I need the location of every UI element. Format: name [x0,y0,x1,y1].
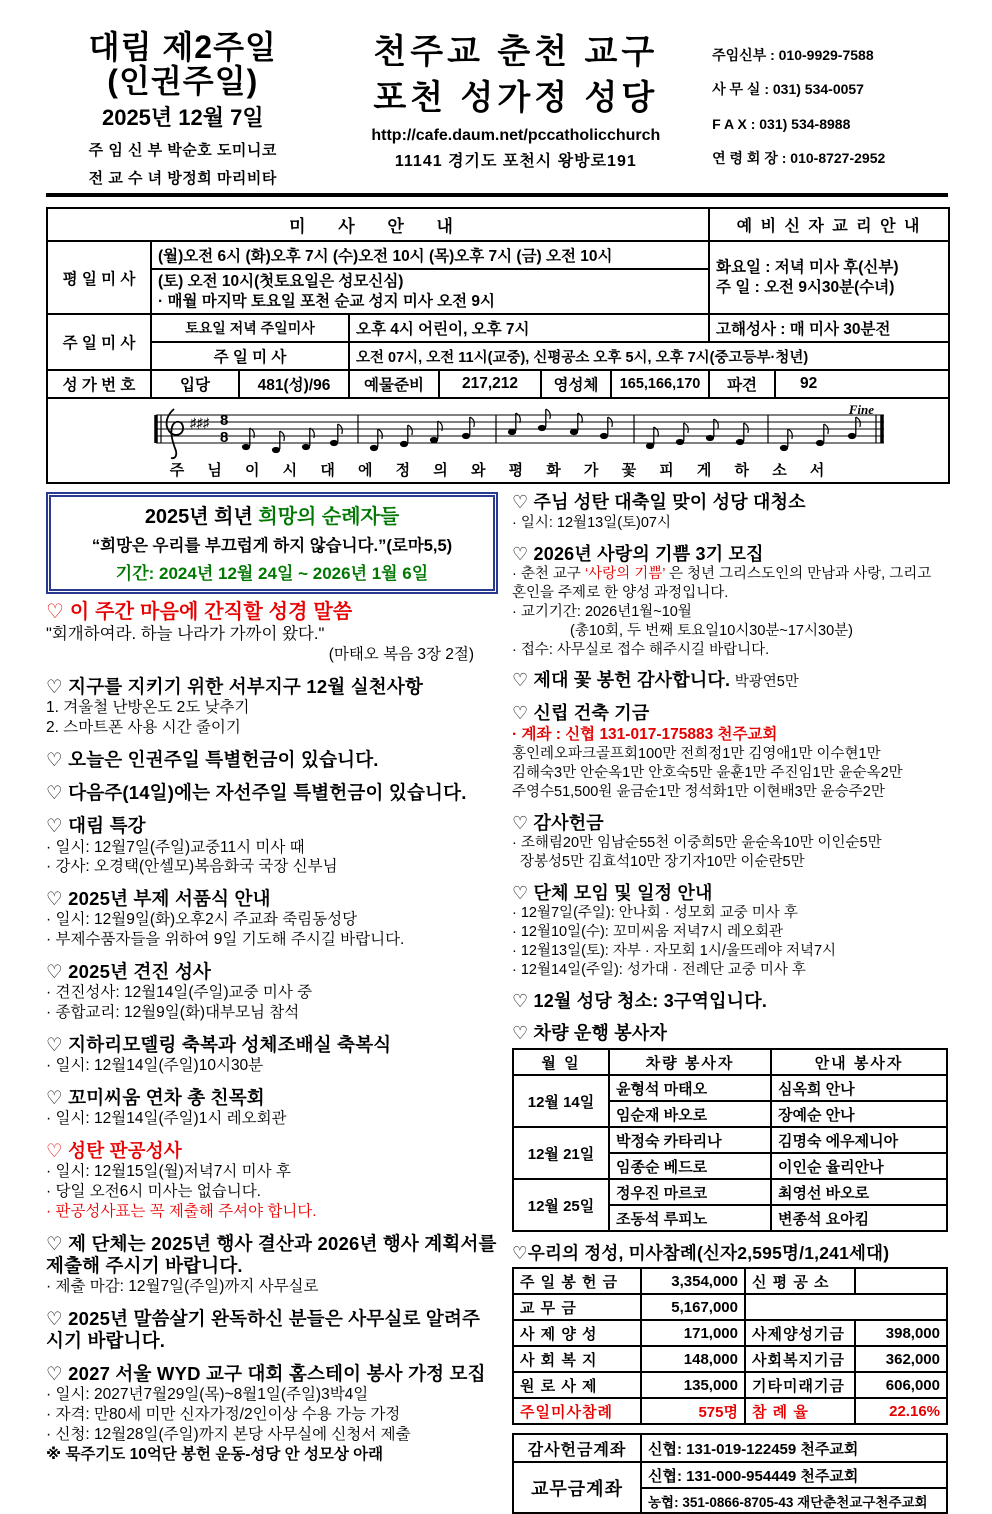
section-wyd-homestay [46,1363,498,1465]
col-header-guide: 안내 봉사자 [771,1049,947,1075]
hymn-entrance-label: 입당 [151,370,239,398]
tithe-account-number-2: 농협: 351-0866-8705-43 재단춘천교구천주교회 [641,1488,947,1513]
section-advent-lecture [46,815,498,877]
offering-amount [855,1268,947,1294]
time-signature-top: 8 [220,412,229,430]
section-line: · 일시: 12월7일(주일)교중11시 미사 때 [46,838,305,856]
diocese-name: 천주교 춘천 교구 [373,33,659,71]
saturday-vigil-label: 토요일 저녁 주일미사 [151,314,349,342]
jubilee-period: 기간: 2024년 12월 24일 ~ 2026년 1월 6일 [115,564,429,584]
table-row [513,1294,947,1320]
vehicle-guide: 최영선 바오로 [771,1179,947,1205]
saturday-mass-line1: (토) 오전 10시(첫토요일은 성모신심) [158,273,404,291]
offering-label: 신 평 공 소 [745,1268,855,1294]
flower-donor: 박광연5만 [734,674,799,691]
table-row [513,1462,947,1488]
attendance-rate-label: 참 례 율 [745,1398,855,1424]
donor-line: 홍인레오파크골프회100만 전희정1만 김영애1만 이수현1만 [512,746,881,763]
meeting-line: · 12월7일(주일): 안나회 · 성모회 교중 미사 후 [512,905,798,922]
contact-office-phone: 사 무 실 : 031) 534-0057 [712,81,864,98]
right-column [512,492,948,1514]
section-remodeling-blessing [46,1034,498,1076]
vehicle-date: 12월 14일 [513,1075,609,1127]
header [46,30,948,188]
music-score-cell [47,398,949,483]
section-bible-reading [46,1308,498,1352]
section-line: 2. 스마트폰 사용 시간 줄이기 [46,719,241,737]
section-comissium-gathering [46,1087,498,1129]
offering-label: 사 회 복 지 [513,1346,641,1372]
score-row [47,398,949,483]
treble-clef-icon [167,409,184,458]
section-title: ♡ 제대 꽃 봉헌 감사합니다. [512,670,731,691]
section-altar-flowers [512,670,948,692]
rosary-campaign-line: ※ 묵주기도 10억단 봉헌 운동-성당 안 성모상 아래 [46,1445,384,1463]
jubilee-title-green: 희망의 순례자들 [258,506,400,529]
vehicle-guide: 심옥희 안나 [771,1075,947,1101]
section-line: · 종합교리: 12월9일(화)대부모님 참석 [46,1004,300,1022]
section-line: · 신청: 12월28일(주일)까지 본당 사무실에 신청서 제출 [46,1426,411,1444]
section-december-practice [46,676,498,738]
section-title: ♡ 다음주(14일)에는 자선주일 특별헌금이 있습니다. [46,782,467,804]
section-line: · 일시: 12월14일(주일)10시30분 [46,1057,264,1075]
section-church-cleaning-day [512,492,948,532]
hymn-dismissal-value: 92 [775,370,949,398]
catechumen-guide-title: 예 비 신 자 교 리 안 내 [709,208,949,241]
table-row [513,1268,947,1294]
offering-amount: 398,000 [855,1320,947,1346]
bulletin-date: 2025년 12월 7일 [101,105,264,131]
attendance-count: 575명 [641,1398,745,1424]
section-line: · 일시: 12월15일(월)저녁7시 미사 후 [46,1163,291,1181]
vehicle-driver: 윤형석 마태오 [609,1075,771,1101]
section-title: ♡ 12월 성당 청소: 3구역입니다. [512,990,768,1011]
paragraph-text: 은 청년 그리스도인의 만남과 사랑, 그리고 혼인을 주제로 한 양성 과정입니다. [512,566,932,602]
hymn-offertory-label: 예물준비 [349,370,439,398]
section-deacon-ordination [46,888,498,950]
body-columns [46,492,948,1514]
parish-name: 포천 성가정 성당 [373,78,659,117]
offering-label: 사 제 양 성 [513,1320,641,1346]
thanksgiving-account-number: 신협: 131-019-122459 천주교회 [641,1434,947,1462]
section-group-reports [46,1233,498,1297]
key-signature-sharps: ♯♯♯ [190,415,210,431]
section-title: ♡ 이 주간 마음에 간직할 성경 말씀 [46,601,353,624]
hymn-communion-value: 165,166,170 [611,370,709,398]
saturday-vigil-times: 오후 4시 어린이, 오후 7시 [349,314,709,342]
section-title: ♡ 성탄 판공성사 [46,1139,182,1161]
hymn-number-label: 성 가 번 호 [47,370,151,398]
jubilee-quote: “희망은 우리를 부끄럽게 하지 않습니다.”(로마5,5) [91,537,453,556]
section-human-rights-collection [46,749,498,771]
thanksgiving-account-label: 감사헌금계좌 [513,1434,641,1462]
jubilee-box [46,492,498,594]
confession-info: 고해성사 : 매 미사 30분전 [709,314,949,342]
table-row [47,314,949,342]
tithe-account-number-1: 신협: 131-000-954449 천주교회 [641,1462,947,1488]
section-scripture [46,600,498,665]
time-signature-bottom: 8 [220,429,229,447]
section-line: · 제출 마감: 12월7일(주일)까지 사무실로 [46,1277,319,1295]
section-line: · 접수: 사무실로 접수 해주시길 바랍니다. [512,641,770,658]
table-row [513,1434,947,1462]
offering-label: 기타미래기금 [745,1372,855,1398]
table-row [513,1127,947,1153]
scripture-verse: "회개하여라. 하늘 나라가 가까이 왔다." [46,625,325,644]
table-row [513,1346,947,1372]
donor-line: 김해숙3만 안순옥1만 안호숙5만 윤훈1만 주진임1만 윤순옥2만 [512,764,903,781]
section-christmas-confession [46,1140,498,1222]
offering-amount: 606,000 [855,1372,947,1398]
table-row [47,241,949,269]
offering-label: 원 로 사 제 [513,1372,641,1398]
offering-amount: 135,000 [641,1372,745,1398]
vehicle-driver: 임종순 베드로 [609,1153,771,1179]
church-address: 11141 경기도 포천시 왕방로191 [394,152,637,170]
section-december-cleaning [512,991,948,1013]
offering-amount: 148,000 [641,1346,745,1372]
mass-attendance-row [513,1398,947,1424]
vehicle-guide: 이인순 율리안나 [771,1153,947,1179]
donor-line: 장봉성5만 김효석10만 장기자10만 이순란5만 [520,854,805,871]
offering-amount: 3,354,000 [641,1268,745,1294]
jubilee-title [57,500,487,529]
section-line: · 강사: 오경택(안셀모)복음화국 국장 신부님 [46,858,338,876]
tithe-account-label: 교무금계좌 [513,1462,641,1513]
saturday-mass-line2: · 매월 마지막 토요일 포천 순교 성지 미사 오전 9시 [158,292,496,310]
section-title: ♡ 단체 모임 및 일정 안내 [512,882,713,903]
offering-label: 주 일 봉 헌 금 [513,1268,641,1294]
section-title: ♡ 2025년 말씀살기 완독하신 분들은 사무실로 알려주시기 바랍니다. [46,1307,481,1351]
table-row [47,342,949,370]
offering-label: 교 무 금 [513,1294,641,1320]
section-line: · 당일 오전6시 미사는 없습니다. [46,1182,261,1200]
music-staff [68,403,928,461]
pastor-line: 주 임 신 부 박순호 도미니코 [88,142,277,160]
scripture-reference: (마태오 복음 3장 2절) [328,646,474,664]
contact-pastor-phone: 주임신부 : 010-9929-7588 [712,47,874,63]
section-line: · 일시: 12월13일(토)07시 [512,514,671,531]
section-title: ♡우리의 정성, 미사참례(신자2,595명/1,241세대) [512,1243,890,1264]
section-vehicle-volunteers [512,1023,948,1232]
offerings-table [512,1267,948,1425]
donor-line: · 조해림20만 임남순55천 이중희5만 윤순옥10만 이인순5만 [512,835,882,852]
header-contacts [712,30,948,175]
section-title: ♡ 제 단체는 2025년 행사 결산과 2026년 행사 계획서를 제출해 주시기 바랍니다. [46,1232,497,1276]
table-row [513,1372,947,1398]
hymn-lyrics: 주 님 이 시 대 에 정 의 와 평 화 가 꽃 피 게 하 소 서 [169,462,827,480]
section-thanksgiving-offering [512,813,948,872]
offering-amount: 362,000 [855,1346,947,1372]
section-title: ♡ 2025년 부제 서품식 안내 [46,888,271,910]
section-title: ♡ 대림 특강 [46,815,146,837]
section-line: 1. 겨울철 난방온도 2도 낮추기 [46,699,250,717]
offering-label: 사회복지기금 [745,1346,855,1372]
contact-chairman-phone: 연 령 회 장 : 010-8727-2952 [712,149,886,166]
hymn-offertory-value: 217,212 [439,370,541,398]
sister-line: 전 교 수 녀 방정희 마리비타 [88,170,277,188]
vehicle-driver: 정우진 마르코 [609,1179,771,1205]
attendance-label: 주일미사참례 [513,1398,641,1424]
table-row [513,1179,947,1205]
bulletin-title-line2: (인권주일) [107,63,259,100]
section-line: · 일시: 12월9일(화)오후2시 주교좌 죽림동성당 [46,911,358,929]
catechesis-tuesday: 화요일 : 저녁 미사 후(신부) [716,259,899,277]
sunday-mass-label: 주 일 미 사 [47,314,151,370]
left-column [46,492,498,1514]
vehicle-date: 12월 25일 [513,1179,609,1231]
vehicle-driver: 임순재 바오로 [609,1101,771,1127]
donor-line: 주영수51,500원 윤금순1만 정석화1만 이현배3만 윤승주2만 [512,783,885,800]
vehicle-driver: 조동석 루피노 [609,1205,771,1231]
hymn-entrance-value: 481(성)/96 [239,370,349,398]
table-row [47,208,949,241]
section-line: (총10회, 두 번째 토요일10시30분~17시30분) [570,622,853,639]
offering-label: 사제양성기금 [745,1320,855,1346]
section-title: ♡ 지하리모델링 축복과 성체조배실 축복식 [46,1033,392,1055]
vehicle-driver: 박정숙 카타리나 [609,1127,771,1153]
weekday-mass-label: 평 일 미 사 [47,241,151,314]
section-title: ♡ 주님 성탄 대축일 맞이 성당 대청소 [512,492,806,513]
sunday-label: 주 일 미 사 [151,342,349,370]
section-line: · 일시: 12월14일(주일)1시 레오회관 [46,1110,287,1128]
saturday-weekday-mass [151,269,709,314]
vehicle-guide: 김명숙 에우제니아 [771,1127,947,1153]
table-row [513,1075,947,1101]
offering-amount: 5,167,000 [641,1294,745,1320]
section-title: ♡ 신립 건축 기금 [512,703,650,724]
col-header-driver: 차량 봉사자 [609,1049,771,1075]
bank-accounts-table [512,1433,948,1514]
fund-account-line: · 계좌 : 신협 131-017-175883 천주교회 [512,725,778,743]
table-header-row [513,1049,947,1075]
section-confirmation [46,961,498,1023]
weekday-mass-times: (월)오전 6시 (화)오후 7시 (수)오전 10시 (목)오후 7시 (금) 오전 10시 [151,241,709,269]
paragraph-highlight: ‘사랑의 기쁨’ [584,566,666,583]
joy-of-love-paragraph [512,565,948,603]
meeting-line: · 12월13일(토): 자부 · 자모회 1시/울뜨레야 저녁7시 [512,943,837,960]
attendance-rate-value: 22.16% [855,1398,947,1424]
header-left [46,30,320,188]
offering-empty-cell [745,1294,947,1320]
col-header-date: 월 일 [513,1049,609,1075]
jubilee-title-black: 2025년 희년 [144,506,253,529]
hymn-dismissal-label: 파견 [709,370,775,398]
table-row [513,1320,947,1346]
mass-info-table [46,207,950,484]
fine-marking: Fine [848,402,875,418]
section-title: ♡ 오늘은 인권주일 특별헌금이 있습니다. [46,749,379,770]
section-group-meetings [512,883,948,980]
section-line: · 일시: 2027년7월29일(목)~8월1일(주일)3박4일 [46,1386,369,1404]
offering-amount: 171,000 [641,1320,745,1346]
section-building-fund [512,703,948,801]
section-title: ♡ 차량 운행 봉사자 [512,1023,668,1044]
section-offerings-summary [512,1243,948,1425]
bulletin-title-line1: 대림 제2주일 [88,29,277,65]
section-line: · 자격: 만80세 미만 신자가정/2인이상 수용 가능 가정 [46,1406,401,1424]
hymn-row [47,370,949,398]
mass-guide-title: 미 사 안 내 [47,208,709,241]
section-line: · 견진성사: 12월14일(주일)교중 미사 중 [46,984,313,1002]
vehicle-volunteer-table [512,1048,948,1232]
section-line: · 교기기간: 2026년1월~10월 [512,603,692,620]
meeting-line: · 12월10일(수): 꼬미씨움 저녁7시 레오회관 [512,924,784,941]
vehicle-date: 12월 21일 [513,1127,609,1179]
section-title: ♡ 2026년 사랑의 기쁨 3기 모집 [512,543,764,564]
section-line: · 판공성사표는 꼭 제출해 주셔야 합니다. [46,1202,317,1220]
sunday-times: 오전 07시, 오전 11시(교중), 신평공소 오후 5시, 오후 7시(중고등부·청년) [349,342,949,370]
paragraph-text: · 춘천 교구 [512,566,585,583]
section-title: ♡ 2025년 견진 성사 [46,961,212,983]
catechesis-sunday: 주 일 : 오전 9시30분(수녀) [716,278,895,296]
church-url: http://cafe.daum.net/pccatholicchurch [371,126,661,144]
section-line: · 부제수품자들을 위하여 9일 기도해 주시길 바랍니다. [46,931,405,949]
section-title: ♡ 감사헌금 [512,812,604,833]
section-title: ♡ 지구를 지키기 위한 서부지구 12월 실천사항 [46,676,424,698]
header-center [320,30,713,171]
section-title: ♡ 2027 서울 WYD 교구 대회 홈스테이 봉사 가정 모집 [46,1363,486,1385]
contact-fax: F A X : 031) 534-8988 [712,115,851,132]
vehicle-guide: 장예순 안나 [771,1101,947,1127]
header-divider [46,193,948,197]
catechumen-schedule [709,241,949,314]
vehicle-guide: 변종석 요아킴 [771,1205,947,1231]
section-joy-of-love [512,544,948,660]
section-charity-collection [46,782,498,804]
section-title: ♡ 꼬미씨움 연차 총 친목회 [46,1086,265,1108]
hymn-communion-label: 영성체 [541,370,611,398]
meeting-line: · 12월14일(주일): 성가대 · 전례단 교중 미사 후 [512,961,806,978]
